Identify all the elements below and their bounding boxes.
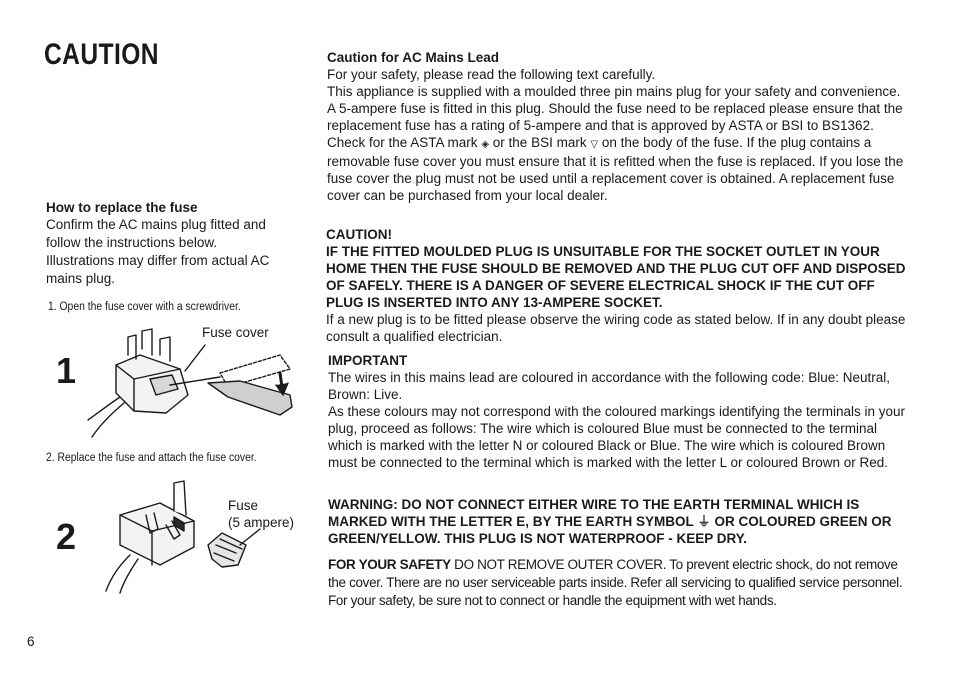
safety-body: DO NOT REMOVE OUTER COVER. To prevent electric shock, do not remove the cover. There are no user serviceable parts inside. Refer all servicing to qualified service personnel. For your safety, be sure not to connect or handle the equipment with wet hands. — [328, 557, 903, 608]
ac-lead-p3-a: A 5-ampere fuse is fitted in this plug. Should the fuse need to be replaced please ensure that the replacement fuse has a rating of 5-ampere and that is approved by ASTA or BSI to BS1362. Check for the ASTA mark — [327, 101, 903, 150]
ac-lead-p3 — [327, 100, 909, 204]
howto-heading: How to replace the fuse — [46, 200, 198, 215]
bsi-mark-icon: ▽ — [590, 139, 599, 150]
caution-heading: CAUTION! — [326, 227, 392, 242]
safety-lead: FOR YOUR SAFETY — [328, 557, 451, 572]
warning-section — [328, 496, 912, 547]
safety-text — [328, 556, 912, 610]
fuse-cover-label: Fuse cover — [202, 325, 269, 340]
step1-caption: 1. Open the fuse cover with a screwdriver. — [48, 301, 241, 313]
caution-normal: If a new plug is to be fitted please observe the wiring code as stated below. If in any doubt please consult a qualified electrician. — [326, 312, 906, 344]
important-p2: As these colours may not correspond with the coloured markings identifying the terminals in your plug, proceed as follows: The wire which is coloured Blue must be connected to the terminal which is marked with the letter N or coloured Black or Blue. The wire which is coloured Brown must be connected to the terminal which is marked with the letter L or coloured Brown or Red. — [328, 404, 906, 470]
howto-section — [46, 199, 270, 288]
step2-caption: 2. Replace the fuse and attach the fuse cover. — [46, 452, 257, 464]
ac-lead-heading: Caution for AC Mains Lead — [327, 50, 500, 65]
important-section — [328, 352, 910, 471]
fuse-label-line1: Fuse — [228, 498, 259, 513]
ac-lead-p1: For your safety, please read the following text carefully. — [327, 67, 656, 82]
step2-number: 2 — [56, 516, 77, 557]
earth-symbol-icon: ⏚ — [697, 514, 711, 529]
warning-text-a: WARNING: DO NOT CONNECT EITHER WIRE TO THE EARTH TERMINAL WHICH IS MARKED WITH THE LETTER E, BY THE EARTH SYMBOL — [328, 497, 860, 529]
warning-text-b: OR COLOURED GREEN OR GREEN/YELLOW. THIS PLUG IS NOT WATERPROOF - KEEP DRY. — [328, 514, 892, 546]
safety-section — [328, 556, 912, 610]
step1-number: 1 — [56, 350, 77, 391]
howto-body: Confirm the AC mains plug fitted and follow the instructions below. Illustrations may differ from actual AC mains plug. — [46, 217, 270, 286]
page-number: 6 — [27, 634, 35, 649]
ac-lead-section — [327, 49, 909, 204]
page-title: CAUTION — [44, 38, 159, 71]
ac-lead-p3-b: or the BSI mark — [492, 135, 587, 150]
important-heading: IMPORTANT — [328, 353, 408, 368]
plug-fuse-illustration — [90, 475, 270, 595]
warning-text — [328, 496, 912, 547]
plug-open-illustration — [80, 325, 305, 445]
caution-section — [326, 226, 916, 345]
fuse-label-line2: (5 ampere) — [228, 515, 295, 530]
ac-lead-p3-c: on the body of the fuse. If the plug contains a removable fuse cover you must ensure that it is refitted when the fuse is replaced. If you lose the fuse cover the plug must not be used until a replacement cover is obtained. A replacement fuse cover can be purchased from your local dealer. — [327, 135, 904, 203]
ac-lead-p2: This appliance is supplied with a moulded three pin mains plug for your safety and convenience. — [327, 84, 901, 99]
important-p1: The wires in this mains lead are coloured in accordance with the following code: Blue: Neutral, Brown: Live. — [328, 370, 891, 402]
caution-bold: IF THE FITTED MOULDED PLUG IS UNSUITABLE FOR THE SOCKET OUTLET IN YOUR HOME THEN THE FUSE SHOULD BE REMOVED AND THE PLUG CUT OFF AND DISPOSED OF SAFELY. THERE IS A DANGER OF SEVERE ELECTRICAL SHOCK IF THE CUT OFF PLUG IS INSERTED INTO ANY 13-AMPERE SOCKET. — [326, 244, 906, 310]
asta-mark-icon: ◈ — [481, 139, 490, 150]
